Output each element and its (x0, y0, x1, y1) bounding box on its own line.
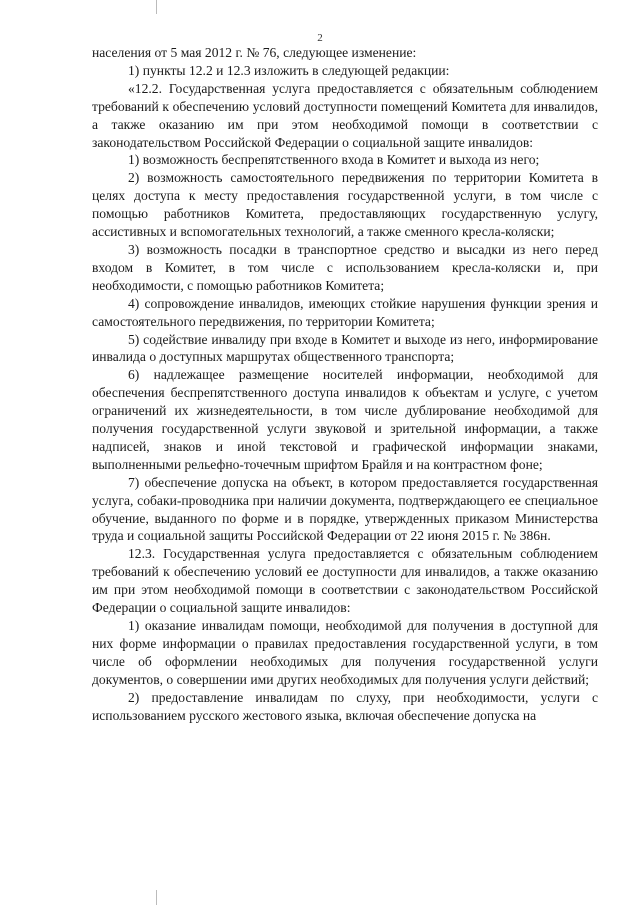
paragraph: 1) пункты 12.2 и 12.3 изложить в следующей редакции: (128, 62, 450, 78)
paragraph: 4) сопровождение инвалидов, имеющих стойкие нарушения функции зрения и самостоятельного передвижения, по территории Комитета; (92, 295, 598, 329)
paragraph: 5) содействие инвалиду при входе в Комитет и выходе из него, информирование инвалида о доступных маршрутах общественного транспорта; (92, 331, 598, 365)
document-body (92, 44, 598, 724)
scan-mark-top (156, 0, 157, 14)
paragraph: 3) возможность посадки в транспортное средство и высадки из него перед входом в Комитет, в том числе с использованием кресла-коляски и, при необходимости, с помощью работников Комитета; (92, 241, 598, 293)
paragraph: населения от 5 мая 2012 г. № 76, следующее изменение: (92, 45, 417, 60)
paragraph: 2) предоставление инвалидам по слуху, при необходимости, услуги с использованием русского жестового языка, включая обеспечение допуска на (92, 689, 598, 723)
paragraph: 6) надлежащее размещение носителей информации, необходимой для обеспечения беспрепятственного доступа инвалидов к объектам и услуге, с учетом ограничений их жизнедеятельности, в том числе дублирование необходимой для получения государственной услуги звуковой и зрительной информации, а также надписей, знаков и иной текстовой и графической информации знаками, выполненными рельефно-точечным шрифтом Брайля и на контрастном фоне; (92, 367, 598, 472)
paragraph: 7) обеспечение допуска на объект, в котором предоставляется государственная услуга, собаки-проводника при наличии документа, подтверждающего ее специальное обучение, выданного по форме и в порядке, утвержденных приказом Министерства труда и социальной защиты Российской Федерации от 22 июня 2015 г. № 386н. (92, 474, 598, 544)
paragraph: 1) возможность беспрепятственного входа в Комитет и выхода из него; (128, 152, 540, 168)
page-number: 2 (317, 32, 323, 44)
paragraph: «12.2. Государственная услуга предоставляется с обязательным соблюдением требований к обеспечению условий доступности помещений Комитета для инвалидов, а также оказанию им при этом необходимой помощи в соответствии с законодательством Российской Федерации о социальной защите инвалидов: (92, 80, 598, 150)
paragraph: 1) оказание инвалидам помощи, необходимой для получения в доступной для них форме информации о правилах предоставления государственной услуги, в том числе об оформлении необходимых для получения государственной услуги документов, о совершении ими других необходимых для получения услуги действий; (92, 618, 598, 687)
scan-mark-bottom (156, 890, 157, 905)
paragraph: 2) возможность самостоятельного передвижения по территории Комитета в целях доступа к месту предоставления государственной услуги, в том числе с помощью работников Комитета, предоставляющих государственную услугу, ассистивных и вспомогательных технологий, а также сменного кресла-коляски; (92, 170, 598, 240)
paragraph: 12.3. Государственная услуга предоставляется с обязательным соблюдением требований к обеспечению условий ее доступности для инвалидов, а также оказанию им при этом необходимой помощи в соответствии с законодательством Российской Федерации о социальной защите инвалидов: (92, 546, 598, 616)
